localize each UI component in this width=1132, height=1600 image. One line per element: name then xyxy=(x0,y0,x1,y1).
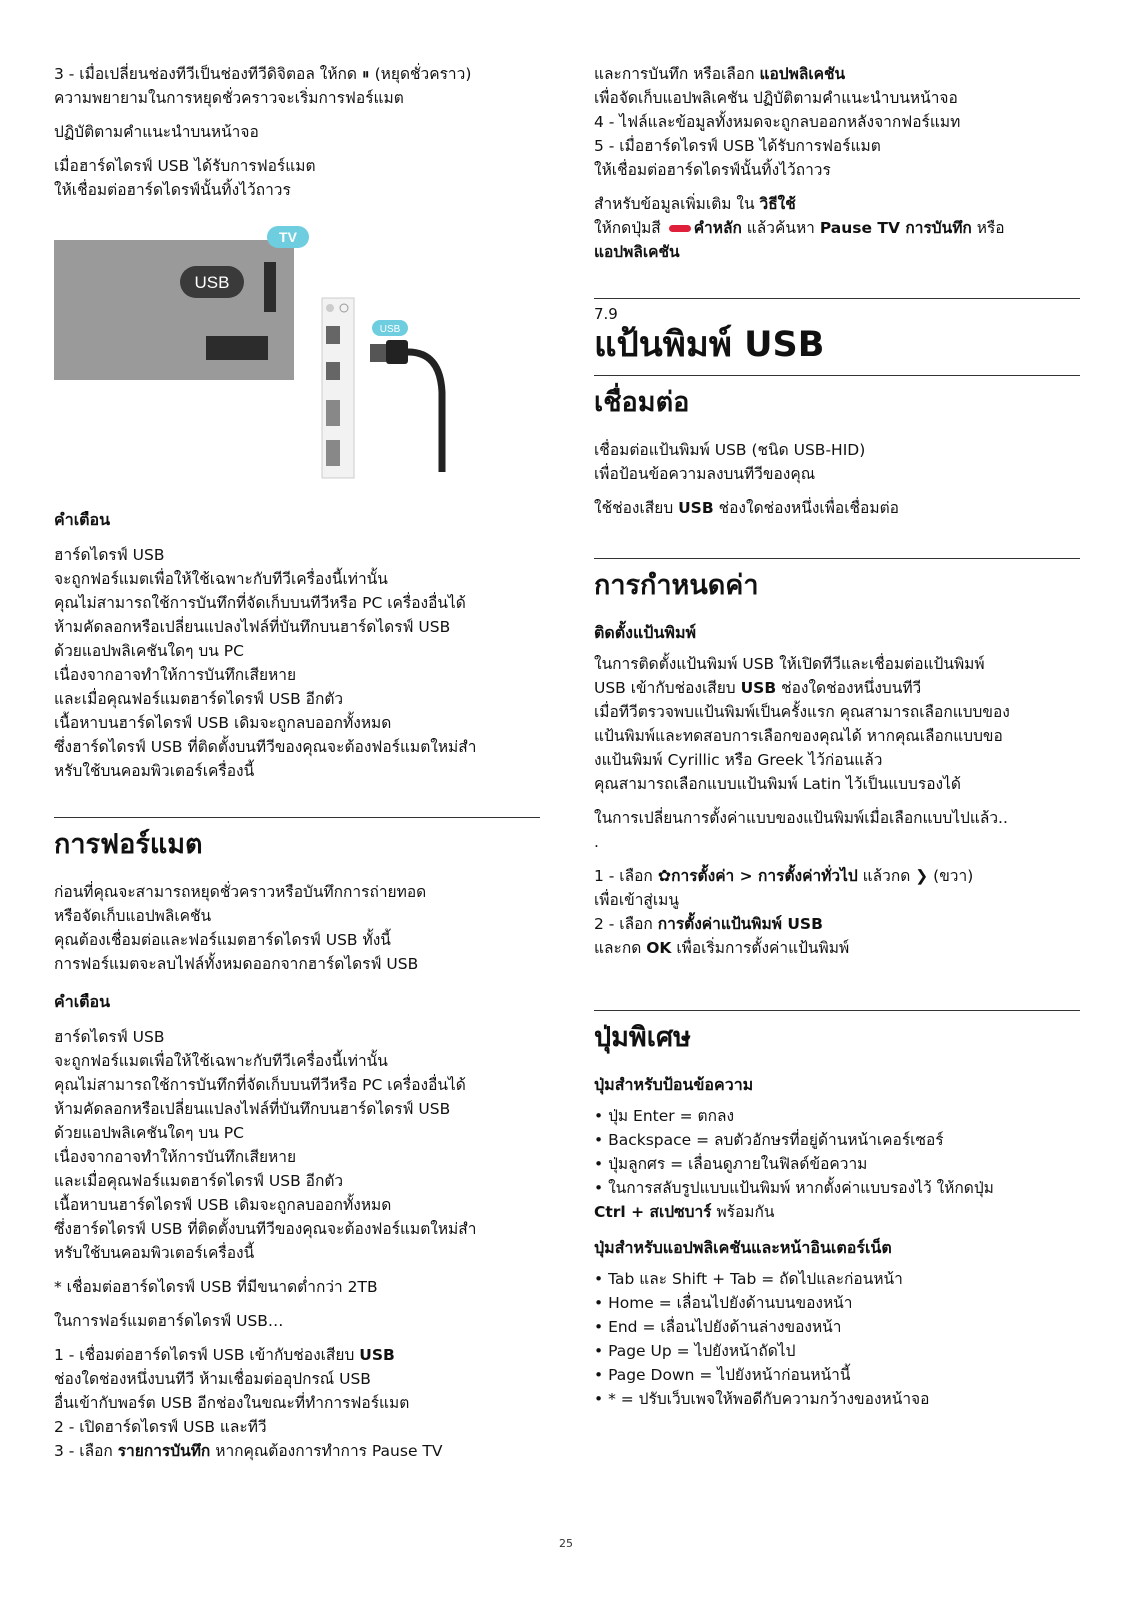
text-line: USB เข้ากับช่องเสียบ xyxy=(594,679,741,697)
text-line: สำหรับข้อมูลเพิ่มเติม ใน xyxy=(594,195,760,213)
text-line: เนื่องจากอาจทำให้การบันทึกเสียหาย xyxy=(54,1148,297,1166)
text-line: ใช้ช่องเสียบ xyxy=(594,499,679,517)
usb-plug-body xyxy=(386,340,408,364)
text-line: ให้กดปุ่มสี xyxy=(594,219,666,237)
text-line: ในการเปลี่ยนการตั้งค่าแบบของแป้นพิมพ์เมื่อเลือกแบบไปแล้ว.. xyxy=(594,809,1008,827)
tv-badge-label: TV xyxy=(279,229,297,245)
text-keys-list xyxy=(594,1104,1080,1224)
settings-path-bold: การตั้งค่า > การตั้งค่าทั่วไป xyxy=(671,867,858,885)
continued-steps xyxy=(594,62,1080,182)
step-1-text: 1 - เชื่อมต่อฮาร์ดไดรฟ์ USB เข้ากับช่องเสียบ xyxy=(54,1346,360,1364)
text-line: เนื้อหาบนฮาร์ดไดรฟ์ USB เดิมจะถูกลบออกทั้งหมด xyxy=(54,714,392,732)
text-line: หรือจัดเก็บแอปพลิเคชัน xyxy=(54,907,212,925)
section-divider xyxy=(594,558,1080,559)
text-line: และเมื่อคุณฟอร์แมตฮาร์ดไดรฟ์ USB อีกตัว xyxy=(54,690,344,708)
list-item: • Tab และ Shift + Tab = ถัดไปและก่อนหน้า xyxy=(594,1270,903,1288)
section-divider xyxy=(594,1010,1080,1011)
text-line: เชื่อมต่อแป้นพิมพ์ USB (ชนิด USB-HID) xyxy=(594,441,866,459)
text-line: คุณไม่สามารถใช้การบันทึกที่จัดเก็บบนทีวีหรือ PC เครื่องอื่นได้ xyxy=(54,594,466,612)
size-note: * เชื่อมต่อฮาร์ดไดรฟ์ USB ที่มีขนาดต่ำกว่า 2TB xyxy=(54,1278,378,1296)
text-line: จะถูกฟอร์แมตเพื่อให้ใช้เฉพาะกับทีวีเครื่องนี้เท่านั้น xyxy=(54,570,388,588)
text-line: 2 - เลือก xyxy=(594,915,658,933)
text-line: เนื่องจากอาจทำให้การบันทึกเสียหาย xyxy=(54,666,297,684)
page-number: 25 xyxy=(559,1537,573,1550)
warning-title-1: คำเตือน xyxy=(54,510,111,529)
list-item: • ในการสลับรูปแบบแป้นพิมพ์ หากตั้งค่าแบบรองไว้ ให้กดปุ่ม xyxy=(594,1179,994,1197)
text-line: ช่องใดช่องหนึ่งเพื่อเชื่อมต่อ xyxy=(713,499,899,517)
pause-tv-bold: Pause TV การบันทึก xyxy=(819,219,972,237)
ok-bold: OK xyxy=(646,939,672,957)
step-3-bold: รายการบันทึก xyxy=(117,1442,211,1460)
format-steps xyxy=(54,1343,540,1463)
list-item: • ปุ่ม Enter = ตกลง xyxy=(594,1107,735,1125)
usb-plug-head xyxy=(370,344,386,362)
left-column xyxy=(54,62,540,1473)
step-1-bold: USB xyxy=(359,1346,395,1364)
text-line: เนื้อหาบนฮาร์ดไดรฟ์ USB เดิมจะถูกลบออกทั้งหมด xyxy=(54,1196,392,1214)
text-line: อื่นเข้ากับพอร์ต USB อีกช่องในขณะที่ทำการฟอร์แมต xyxy=(54,1394,410,1412)
section-heading-format: การฟอร์แมต xyxy=(54,829,203,860)
usb-slot xyxy=(264,262,276,312)
text-line: การฟอร์แมตจะลบไฟล์ทั้งหมดออกจากฮาร์ดไดรฟ์ USB xyxy=(54,955,419,973)
hdmi-port-1 xyxy=(326,400,340,426)
warning-title-2: คำเตือน xyxy=(54,992,111,1011)
text-line: ในการติดตั้งแป้นพิมพ์ USB ให้เปิดทีวีและเชื่อมต่อแป้นพิมพ์ xyxy=(594,655,985,673)
subheading-app-keys: ปุ่มสำหรับแอปพลิเคชันและหน้าอินเตอร์เน็ต xyxy=(594,1238,892,1257)
text-line: เมื่อทีวีตรวจพบแป้นพิมพ์เป็นครั้งแรก คุณสามารถเลือกแบบของ xyxy=(594,703,1010,721)
list-item: • Backspace = ลบตัวอักษรที่อยู่ด้านหน้าเคอร์เซอร์ xyxy=(594,1131,944,1149)
warning-body-1 xyxy=(54,543,540,783)
text-line: แล้วกด xyxy=(857,867,916,885)
text-line: หรับใช้บนคอมพิวเตอร์เครื่องนี้ xyxy=(54,762,255,780)
text-line: . xyxy=(594,833,599,851)
keyboard-settings-bold: การตั้งค่าแป้นพิมพ์ USB xyxy=(657,915,823,933)
section-divider xyxy=(594,375,1080,376)
text-line: ซึ่งฮาร์ดไดรฟ์ USB ที่ติดตั้งบนทีวีของคุณจะต้องฟอร์แมตใหม่สำ xyxy=(54,738,477,756)
text-line: ช่องใดช่องหนึ่งบนทีวี ห้ามเชื่อมต่ออุปกรณ์ USB xyxy=(54,1370,371,1388)
text-line: เพื่อป้อนข้อความลงบนทีวีของคุณ xyxy=(594,465,816,483)
more-info xyxy=(594,192,1080,264)
list-item: • * = ปรับเว็บเพจให้พอดีกับความกว้างของหน้าจอ xyxy=(594,1390,930,1408)
text-line: ช่องใดช่องหนึ่งบนทีวี xyxy=(776,679,922,697)
gear-icon: ✿ xyxy=(657,866,672,885)
text-line: ห้ามคัดลอกหรือเปลี่ยนแปลงไฟล์ที่บันทึกบนฮาร์ดไดรฟ์ USB xyxy=(54,618,451,636)
text-line: ให้เชื่อมต่อฮาร์ดไดรฟ์นั้นทิ้งไว้ถาวร xyxy=(594,161,831,179)
usb-cable xyxy=(408,352,442,472)
text-line: ด้วยแอปพลิเคชันใดๆ บน PC xyxy=(54,642,244,660)
text-line: หรับใช้บนคอมพิวเตอร์เครื่องนี้ xyxy=(54,1244,255,1262)
usb-port-1 xyxy=(326,326,340,344)
text-line: ความพยายามในการหยุดชั่วคราวจะเริ่มการฟอร์แมต xyxy=(54,89,404,107)
subheading-text-keys: ปุ่มสำหรับป้อนข้อความ xyxy=(594,1075,754,1094)
list-item: • Home = เลื่อนไปยังด้านบนของหน้า xyxy=(594,1294,853,1312)
text-line: เพื่อจัดเก็บแอปพลิเคชัน ปฏิบัติตามคำแนะนำบนหน้าจอ xyxy=(594,89,958,107)
config-change xyxy=(594,806,1080,854)
text-line: ฮาร์ดไดรฟ์ USB xyxy=(54,1028,165,1046)
subheading-install-keyboard: ติดตั้งแป้นพิมพ์ xyxy=(594,623,697,642)
text-line: เพื่อเริ่มการตั้งค่าแป้นพิมพ์ xyxy=(671,939,850,957)
right-column xyxy=(594,62,1080,1411)
usb-port-2 xyxy=(326,362,340,380)
text-line: ซึ่งฮาร์ดไดรฟ์ USB ที่ติดตั้งบนทีวีของคุณจะต้องฟอร์แมตใหม่สำ xyxy=(54,1220,477,1238)
usb-cable-tag-text: USB xyxy=(379,324,401,335)
text-line: คุณสามารถเลือกแบบแป้นพิมพ์ Latin ไว้เป็นแบบรองได้ xyxy=(594,775,961,793)
chapter-title: แป้นพิมพ์ USB xyxy=(594,325,825,365)
text-line: 1 - เลือก xyxy=(594,867,658,885)
warning-body-2 xyxy=(54,1025,540,1265)
usb-label-text: USB xyxy=(194,273,230,292)
connect-body xyxy=(594,438,1080,486)
apps-bold-2: แอปพลิเคชัน xyxy=(594,243,680,261)
text-line: คุณต้องเชื่อมต่อและฟอร์แมตฮาร์ดไดรฟ์ USB ทั้งนี้ xyxy=(54,931,391,949)
text-line: งแป้นพิมพ์ Cyrillic หรือ Greek ไว้ก่อนแล้ว xyxy=(594,751,883,769)
tv-usb-diagram xyxy=(54,222,540,490)
text-line: แล้วค้นหา xyxy=(741,219,820,237)
hdmi-port-2 xyxy=(326,440,340,466)
section-heading-config: การกำหนดค่า xyxy=(594,570,759,601)
list-item: • Page Up = ไปยังหน้าถัดไป xyxy=(594,1342,796,1360)
text-line: แป้นพิมพ์และทดสอบการเลือกของคุณได้ หากคุณเลือกแบบขอ xyxy=(594,727,1003,745)
keywords-bold: คำหลัก xyxy=(693,219,742,237)
config-steps xyxy=(594,864,1080,960)
text-line: พร้อมกัน xyxy=(711,1203,775,1221)
text-line: 5 - เมื่อฮาร์ดไดรฟ์ USB ได้รับการฟอร์แมต xyxy=(594,137,881,155)
text-line: 4 - ไฟล์และข้อมูลทั้งหมดจะถูกลบออกหลังจากฟอร์แมท xyxy=(594,113,961,131)
text-line: ก่อนที่คุณจะสามารถหยุดชั่วคราวหรือบันทึกการถ่ายทอด xyxy=(54,883,427,901)
text-line: ด้วยแอปพลิเคชันใดๆ บน PC xyxy=(54,1124,244,1142)
text-line: คุณไม่สามารถใช้การบันทึกที่จัดเก็บบนทีวีหรือ PC เครื่องอื่นได้ xyxy=(54,1076,466,1094)
list-item: • Page Down = ไปยังหน้าก่อนหน้านี้ xyxy=(594,1366,851,1384)
step-2-text: 2 - เปิดฮาร์ดไดรฟ์ USB และทีวี xyxy=(54,1418,267,1436)
connect-port xyxy=(594,496,1080,520)
text-line: หรือ xyxy=(971,219,1005,237)
text-line: และเมื่อคุณฟอร์แมตฮาร์ดไดรฟ์ USB อีกตัว xyxy=(54,1172,344,1190)
format-intro xyxy=(54,880,540,976)
list-item: • End = เลื่อนไปยังด้านล่างของหน้า xyxy=(594,1318,842,1336)
section-divider xyxy=(54,817,540,818)
usb-bold: USB xyxy=(678,499,714,517)
text-line: ปฏิบัติตามคำแนะนำบนหน้าจอ xyxy=(54,123,259,141)
step-3-text: 3 - เลือก xyxy=(54,1442,118,1460)
panel-dot xyxy=(326,304,334,312)
chevron-right-icon: ❯ xyxy=(915,867,929,885)
tv-usb-illustration xyxy=(54,222,540,490)
text-line: และกด xyxy=(594,939,647,957)
help-bold: วิธีใช้ xyxy=(759,195,796,213)
text-line: (ขวา) xyxy=(928,867,974,885)
step-3-tail: หากคุณต้องการทำการ Pause TV xyxy=(210,1442,443,1460)
text-line: ให้เชื่อมต่อฮาร์ดไดรฟ์นั้นทิ้งไว้ถาวร xyxy=(54,181,291,199)
text-line: ฮาร์ดไดรฟ์ USB xyxy=(54,546,165,564)
app-keys-list xyxy=(594,1267,1080,1411)
tv-port-block xyxy=(206,336,268,360)
text-line: 3 - เมื่อเปลี่ยนช่องทีวีเป็นช่องทีวีดิจิตอล ให้กด ⏸ (หยุดชั่วคราว) xyxy=(54,65,472,83)
intro-para-3 xyxy=(54,154,540,202)
config-body xyxy=(594,652,1080,796)
section-heading-connect: เชื่อมต่อ xyxy=(594,387,690,418)
intro-para-1 xyxy=(54,62,540,110)
list-item: • ปุ่มลูกศร = เลื่อนดูภายในฟิลด์ข้อความ xyxy=(594,1155,868,1173)
list-item xyxy=(594,1200,1080,1224)
apps-bold: แอปพลิเคชัน xyxy=(759,65,846,83)
ctrl-space-bold: Ctrl + สเปซบาร์ xyxy=(594,1203,712,1221)
red-color-key-icon xyxy=(669,225,691,232)
text-line: และการบันทึก หรือเลือก xyxy=(594,65,760,83)
usb-bold: USB xyxy=(740,679,777,697)
text-line: เพื่อเข้าสู่เมนู xyxy=(594,891,679,909)
intro-para-2 xyxy=(54,120,540,144)
text-line: เมื่อฮาร์ดไดรฟ์ USB ได้รับการฟอร์แมต xyxy=(54,157,316,175)
text-line: ห้ามคัดลอกหรือเปลี่ยนแปลงไฟล์ที่บันทึกบนฮาร์ดไดรฟ์ USB xyxy=(54,1100,451,1118)
section-heading-special-keys: ปุ่มพิเศษ xyxy=(594,1022,691,1053)
format-steps-intro: ในการฟอร์แมตฮาร์ดไดรฟ์ USB… xyxy=(54,1312,284,1330)
chapter-divider xyxy=(594,298,1080,299)
text-line: จะถูกฟอร์แมตเพื่อให้ใช้เฉพาะกับทีวีเครื่องนี้เท่านั้น xyxy=(54,1052,388,1070)
chapter-number: 7.9 xyxy=(594,305,618,323)
